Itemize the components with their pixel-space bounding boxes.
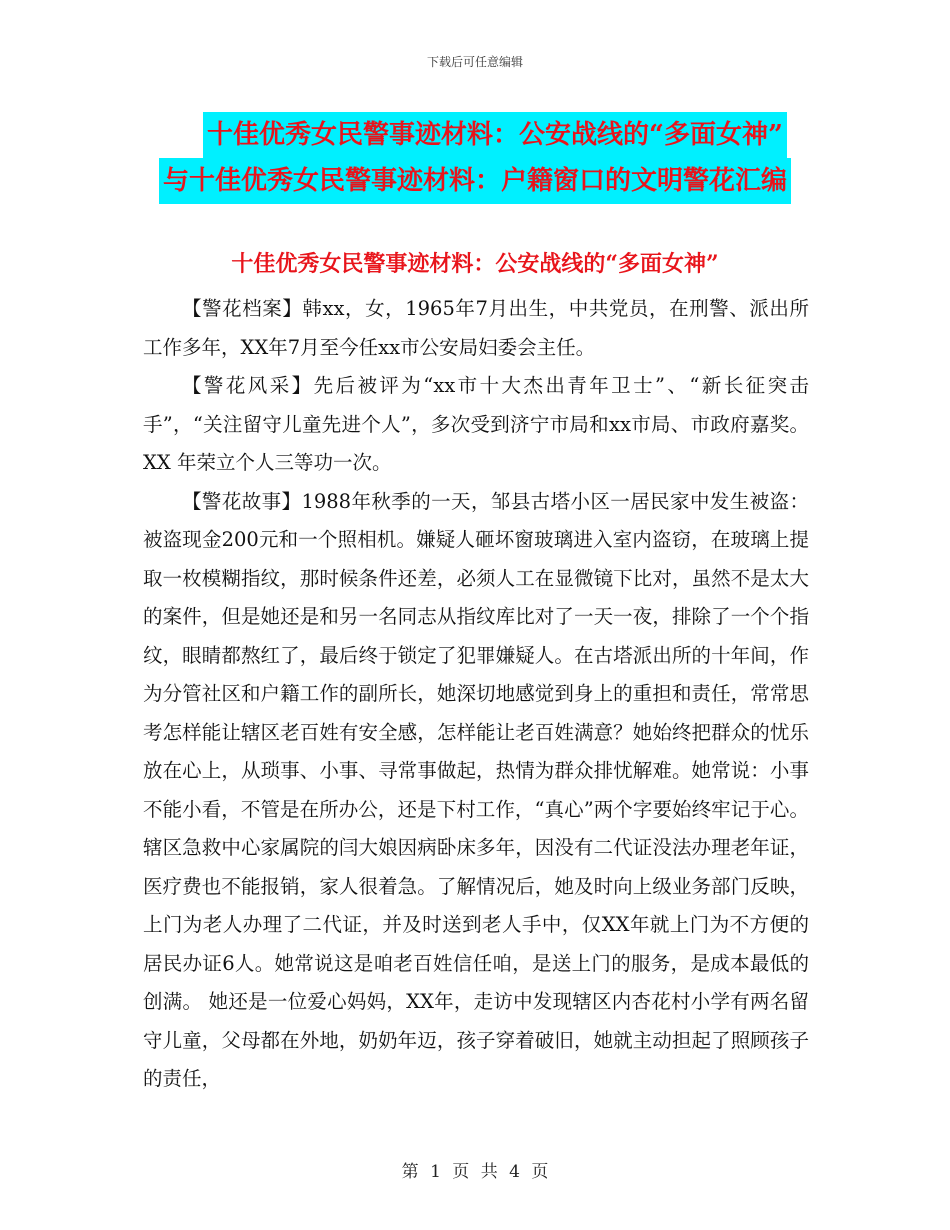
title-line-2: 与十佳优秀女民警事迹材料：户籍窗口的文明警花汇编 [159,158,791,204]
body-text [143,290,809,1099]
paragraph-story: 【警花故事】1988年秋季的一天，邹县古塔小区一居民家中发生被盗：被盗现金200元和一个照相机。嫌疑人砸坏窗玻璃进入室内盗窃，在玻璃上提取一枚模糊指纹，那时候条件还差，必须人工在显微镜下比对，虽然不是太大的案件，但是她还是和另一名同志从指纹库比对了一天一夜，排除了一个个指纹，眼睛都熬红了，最后终于锁定了犯罪嫌疑人。在古塔派出所的十年间，作为分管社区和户籍工作的副所长，她深切地感觉到身上的重担和责任，常常思考怎样能让辖区老百姓有安全感，怎样能让老百姓满意？她始终把群众的忧乐放在心上，从琐事、小事、寻常事做起，热情为群众排忧解难。她常说：小事不能小看，不管是在所办公，还是下村工作，“真心”两个字要始终牢记于心。辖区急救中心家属院的闫大娘因病卧床多年，因没有二代证没法办理老年证，医疗费也不能报销，家人很着急。了解情况后，她及时向上级业务部门反映，上门为老人办理了二代证，并及时送到老人手中，仅XX年就上门为不方便的居民办证6人。她常说这是咱老百姓信任咱，是送上门的服务，是成本最低的创满。 她还是一位爱心妈妈，XX年，走访中发现辖区内杏花村小学有两名留守儿童，父母都在外地，奶奶年迈，孩子穿着破旧，她就主动担起了照顾孩子的责任， [143,489,809,1090]
title-line-1: 十佳优秀女民警事迹材料：公安战线的“多面女神” [203,112,787,158]
section-title: 十佳优秀女民警事迹材料：公安战线的“多面女神” [231,251,719,277]
header-note: 下载后可任意编辑 [426,55,523,69]
document-title [0,112,950,204]
paragraph-profile: 【警花档案】韩xx，女，1965年7月出生，中共党员，在刑警、派出所工作多年，XX年7月至今任xx市公安局妇委会主任。 [143,297,809,359]
paragraph-honors: 【警花风采】先后被评为“xx市十大杰出青年卫士”、“新长征突击手”，“关注留守儿童先进个人”，多次受到济宁市局和xx市局、市政府嘉奖。XX 年荣立个人三等功一次。 [143,374,809,474]
page-footer: 第 1 页 共 4 页 [401,1162,549,1182]
